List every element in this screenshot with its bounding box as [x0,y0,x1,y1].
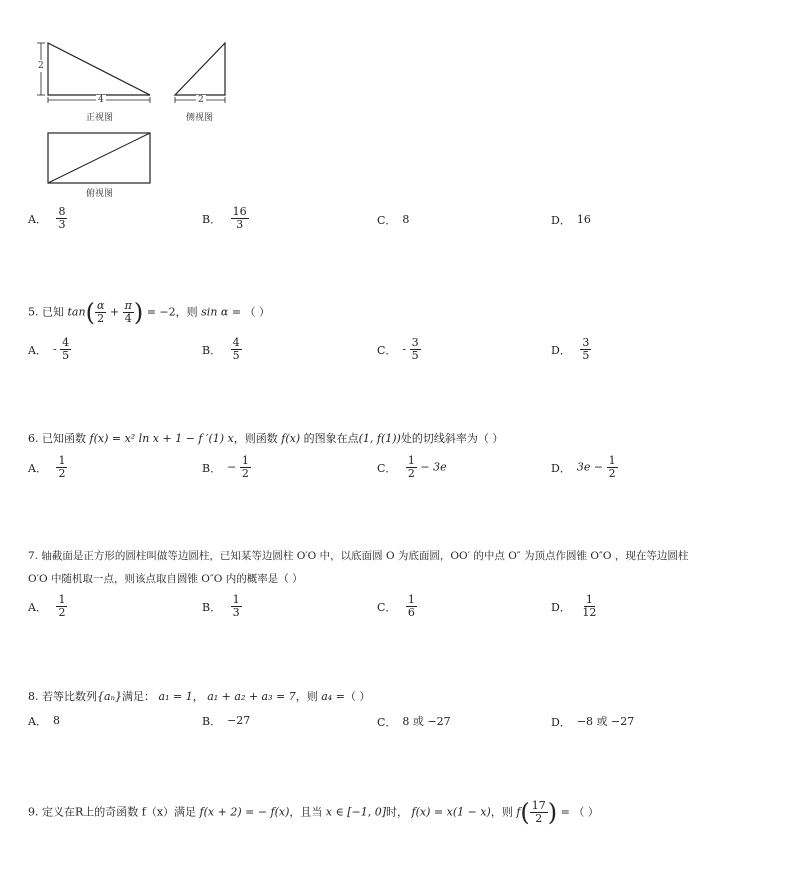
question-7-line-2: O′O 中随机取一点，则该点取自圆锥 O″O 内的概率是（ ） [28,573,303,585]
q6-option-d[interactable]: D． 3e − $\frac{1}{2}$ [551,454,616,480]
q6-option-b[interactable]: B． − $\frac{1}{2}$ [202,454,249,480]
q8-option-b[interactable]: B． −27 [202,714,251,728]
q7-option-d[interactable]: D． $\frac{1}{12}$ [551,593,597,619]
q6-option-a[interactable]: A． $\frac{1}{2}$ [28,454,66,480]
q6-option-c[interactable]: C． $\frac{1}{2}$ − 3e [377,454,447,480]
q4-option-c[interactable]: C． 8 [377,213,410,227]
top-view-caption: 俯视图 [86,189,114,199]
q4-option-b[interactable]: B． $\frac{16}{3}$ [202,205,247,231]
q7-option-a[interactable]: A． $\frac{1}{2}$ [28,593,66,619]
question-8-stem: 8. 若等比数列{aₙ}满足： a₁ = 1， a₁ + a₂ + a₃ = 7，则 a₄ =（ ） [28,690,371,703]
side-view-caption: 侧视图 [186,113,214,123]
q8-option-c[interactable]: C． 8 或 −27 [377,715,451,729]
side-view-triangle [175,43,225,95]
q5-option-a[interactable]: A． - $\frac{4}{5}$ [28,336,70,362]
q7-option-c[interactable]: C． $\frac{1}{6}$ [377,593,415,619]
q7-option-b[interactable]: B． $\frac{1}{3}$ [202,593,240,619]
front-view-triangle [48,43,150,95]
front-view-caption: 正视图 [86,113,114,123]
q4-option-d[interactable]: D． 16 [551,213,591,227]
q8-option-a[interactable]: A． 8 [28,714,60,728]
front-height-label: 2 [38,61,44,71]
q5-option-c[interactable]: C． - $\frac{3}{5}$ [377,336,419,362]
q4-b-fraction: $\frac{16}{3}$ [232,205,247,231]
q5-option-d[interactable]: D． $\frac{3}{5}$ [551,336,590,362]
question-5-stem: 5. 已知 tan( $\frac{\alpha}{2}$ + $\frac{\pi}{4}$ ) = −2，则 sin α = （ ） [28,298,271,327]
q4-option-a[interactable]: A． $\frac{8}{3}$ [28,205,66,231]
question-6-stem: 6. 已知函数 f(x) = x² ln x + 1 − f ′(1) x，则函数 f(x) 的图象在点(1, f(1))处的切线斜率为（ ） [28,432,504,445]
q5-option-b[interactable]: B． $\frac{4}{5}$ [202,336,240,362]
question-9-stem: 9. 定义在R上的奇函数 f（x）满足 f(x + 2) = − f(x)，且当 x ∈ [−1, 0]时， f(x) = x(1 − x)，则 f( $\frac{17}{2}$ ) = （ ） [28,798,599,827]
top-view-diagonal [48,133,150,183]
q8-option-d[interactable]: D． −8 或 −27 [551,715,635,729]
front-width-label: 4 [98,95,104,105]
question-7-line-1: 7. 轴截面是正方形的圆柱叫做等边圆柱，已知某等边圆柱 O′O 中，以底面圆 O 为底面圆，OO′ 的中点 O″ 为顶点作圆锥 O″O ，现在等边圆柱 [28,550,689,562]
q4-a-fraction: $\frac{8}{3}$ [58,205,66,231]
side-width-label: 2 [198,95,204,105]
